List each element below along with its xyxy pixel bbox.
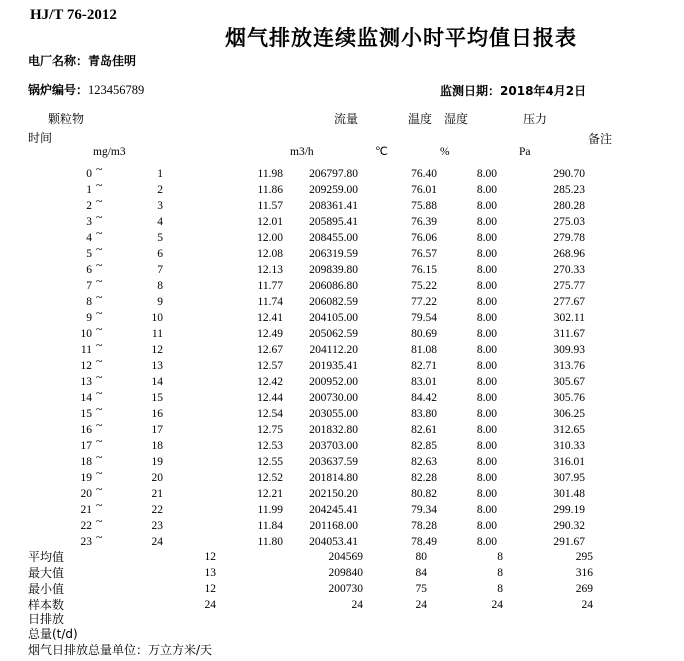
col-header-flow: 流量: [334, 112, 359, 126]
humidity-value: 8.00: [476, 344, 497, 356]
temperature-value: 82.61: [411, 424, 437, 436]
summary-humidity-value: 8: [497, 567, 503, 579]
summary-row: [0, 581, 684, 597]
hour-from-value: 16: [80, 424, 92, 436]
summary-pressure-value: 269: [575, 583, 593, 595]
flow-value: 204245.41: [309, 504, 358, 516]
particulate-value: 12.54: [257, 408, 283, 420]
flow-value: 201814.80: [309, 472, 358, 484]
temperature-value: 76.40: [411, 168, 437, 180]
pressure-value: 301.48: [553, 488, 585, 500]
flow-value: 206319.59: [309, 248, 358, 260]
summary-humidity-value: 8: [497, 551, 503, 563]
col-header-time: 时间: [28, 131, 53, 145]
flow-value: 208455.00: [309, 232, 358, 244]
monitor-date-line: [440, 82, 586, 99]
summary-flow-value: 24: [351, 599, 363, 611]
summary-particulate-value: 24: [204, 599, 216, 611]
flow-value: 206082.59: [309, 296, 358, 308]
summary-pressure-value: 316: [575, 567, 593, 579]
humidity-value: 8.00: [476, 184, 497, 196]
summary-flow-value: 204569: [328, 551, 363, 563]
temperature-value: 83.01: [411, 376, 437, 388]
humidity-value: 8.00: [476, 488, 497, 500]
humidity-value: 8.00: [476, 168, 497, 180]
hour-to-value: 6: [157, 248, 163, 260]
col-header-pressure: 压力: [523, 112, 548, 126]
hour-to-value: 10: [151, 312, 163, 324]
hour-from-value: 12: [80, 360, 92, 372]
flow-value: 204105.00: [309, 312, 358, 324]
hour-from-value: 11: [80, 344, 92, 356]
temperature-value: 80.82: [411, 488, 437, 500]
humidity-value: 8.00: [476, 200, 497, 212]
temperature-value: 76.15: [411, 264, 437, 276]
humidity-value: 8.00: [476, 328, 497, 340]
particulate-value: 12.55: [257, 456, 283, 468]
hour-from-value: 0: [86, 168, 92, 180]
boiler-no-label: 锅炉编号：: [28, 83, 89, 97]
temperature-value: 78.49: [411, 536, 437, 548]
flow-value: 203055.00: [309, 408, 358, 420]
monitor-date-value: 2018年4月2日: [500, 84, 587, 98]
hour-from-value: 1: [86, 184, 92, 196]
flow-value: 202150.20: [309, 488, 358, 500]
humidity-value: 8.00: [476, 408, 497, 420]
plant-name-label: 电厂名称：: [28, 54, 89, 68]
temperature-value: 75.22: [411, 280, 437, 292]
pressure-value: 290.32: [553, 520, 585, 532]
summary-particulate-value: 12: [204, 583, 216, 595]
hour-to-value: 2: [157, 184, 163, 196]
hour-from-value: 20: [80, 488, 92, 500]
particulate-value: 11.98: [257, 168, 283, 180]
summary-flow-value: 209840: [328, 567, 363, 579]
humidity-value: 8.00: [476, 280, 497, 292]
plant-name-line: [28, 52, 136, 69]
hour-to-value: 21: [151, 488, 163, 500]
humidity-value: 8.00: [476, 312, 497, 324]
flow-value: 208361.41: [309, 200, 358, 212]
summary-temperature-value: 24: [415, 599, 427, 611]
daily-emission-label: 日排放: [28, 612, 65, 626]
tilde-separator: ~: [96, 436, 103, 448]
particulate-value: 12.08: [257, 248, 283, 260]
summary-row-label: 平均值: [28, 550, 65, 564]
particulate-value: 12.42: [257, 376, 283, 388]
tilde-separator: ~: [96, 164, 103, 176]
pressure-value: 312.65: [553, 424, 585, 436]
hour-to-value: 11: [151, 328, 163, 340]
hour-from-value: 2: [86, 200, 92, 212]
tilde-separator: ~: [96, 388, 103, 400]
standard-code: HJ/T 76-2012: [30, 7, 117, 23]
temperature-value: 82.63: [411, 456, 437, 468]
summary-humidity-value: 24: [491, 599, 503, 611]
summary-row: [0, 597, 684, 613]
summary-humidity-value: 8: [497, 583, 503, 595]
hour-from-value: 3: [86, 216, 92, 228]
particulate-value: 12.01: [257, 216, 283, 228]
flow-value: 204112.20: [309, 344, 358, 356]
temperature-value: 79.34: [411, 504, 437, 516]
hour-to-value: 9: [157, 296, 163, 308]
humidity-value: 8.00: [476, 296, 497, 308]
temperature-value: 82.28: [411, 472, 437, 484]
flow-value: 203703.00: [309, 440, 358, 452]
particulate-value: 11.84: [257, 520, 283, 532]
hour-to-value: 20: [151, 472, 163, 484]
particulate-value: 11.80: [257, 536, 283, 548]
particulate-value: 12.67: [257, 344, 283, 356]
temperature-value: 80.69: [411, 328, 437, 340]
flow-value: 203637.59: [309, 456, 358, 468]
pressure-value: 316.01: [553, 456, 585, 468]
monitor-date-label: 监测日期：: [440, 84, 501, 98]
temperature-value: 82.85: [411, 440, 437, 452]
hour-from-value: 9: [86, 312, 92, 324]
pressure-value: 270.33: [553, 264, 585, 276]
flow-value: 209259.00: [309, 184, 358, 196]
particulate-value: 12.00: [257, 232, 283, 244]
pressure-value: 290.70: [553, 168, 585, 180]
hour-to-value: 22: [151, 504, 163, 516]
hour-from-value: 21: [80, 504, 92, 516]
tilde-separator: ~: [96, 292, 103, 304]
flow-value: 204053.41: [309, 536, 358, 548]
particulate-value: 12.13: [257, 264, 283, 276]
hour-to-value: 7: [157, 264, 163, 276]
summary-table: [0, 549, 684, 613]
particulate-value: 11.57: [257, 200, 283, 212]
hour-from-value: 22: [80, 520, 92, 532]
tilde-separator: ~: [96, 516, 103, 528]
flow-value: 206086.80: [309, 280, 358, 292]
unit-humidity: %: [440, 146, 450, 158]
emission-unit-note: 烟气日排放总量单位：万立方米/天: [28, 643, 213, 657]
pressure-value: 306.25: [553, 408, 585, 420]
humidity-value: 8.00: [476, 216, 497, 228]
pressure-value: 313.76: [553, 360, 585, 372]
particulate-value: 12.75: [257, 424, 283, 436]
pressure-value: 311.67: [553, 328, 585, 340]
hour-to-value: 23: [151, 520, 163, 532]
tilde-separator: ~: [96, 484, 103, 496]
hour-from-value: 6: [86, 264, 92, 276]
hour-from-value: 10: [80, 328, 92, 340]
flow-value: 201168.00: [309, 520, 358, 532]
humidity-value: 8.00: [476, 248, 497, 260]
particulate-value: 12.44: [257, 392, 283, 404]
tilde-separator: ~: [96, 372, 103, 384]
humidity-value: 8.00: [476, 360, 497, 372]
particulate-value: 12.49: [257, 328, 283, 340]
temperature-value: 76.06: [411, 232, 437, 244]
particulate-value: 11.74: [257, 296, 283, 308]
unit-particulate: mg/m3: [93, 146, 126, 158]
tilde-separator: ~: [96, 356, 103, 368]
summary-row-label: 最小值: [28, 582, 65, 596]
tilde-separator: ~: [96, 452, 103, 464]
particulate-value: 12.53: [257, 440, 283, 452]
hour-from-value: 14: [80, 392, 92, 404]
hour-to-value: 3: [157, 200, 163, 212]
hour-to-value: 19: [151, 456, 163, 468]
total-td-label: 总量(t/d): [28, 627, 78, 641]
hour-from-value: 23: [80, 536, 92, 548]
flow-value: 209839.80: [309, 264, 358, 276]
hour-to-value: 14: [151, 376, 163, 388]
summary-temperature-value: 84: [415, 567, 427, 579]
hour-to-value: 5: [157, 232, 163, 244]
humidity-value: 8.00: [476, 376, 497, 388]
hour-from-value: 13: [80, 376, 92, 388]
humidity-value: 8.00: [476, 504, 497, 516]
humidity-value: 8.00: [476, 440, 497, 452]
temperature-value: 77.22: [411, 296, 437, 308]
flow-value: 206797.80: [309, 168, 358, 180]
summary-particulate-value: 12: [204, 551, 216, 563]
summary-row-label: 最大值: [28, 566, 65, 580]
pressure-value: 305.76: [553, 392, 585, 404]
unit-temperature: ℃: [375, 146, 388, 158]
temperature-value: 82.71: [411, 360, 437, 372]
temperature-value: 76.01: [411, 184, 437, 196]
tilde-separator: ~: [96, 420, 103, 432]
pressure-value: 275.03: [553, 216, 585, 228]
summary-row: [0, 565, 684, 581]
particulate-value: 11.77: [257, 280, 283, 292]
pressure-value: 277.67: [553, 296, 585, 308]
tilde-separator: ~: [96, 244, 103, 256]
hour-from-value: 18: [80, 456, 92, 468]
hour-to-value: 16: [151, 408, 163, 420]
summary-row-label: 样本数: [28, 598, 65, 612]
unit-flow: m3/h: [290, 146, 314, 158]
pressure-value: 291.67: [553, 536, 585, 548]
hour-to-value: 15: [151, 392, 163, 404]
summary-row: [0, 549, 684, 565]
particulate-value: 12.41: [257, 312, 283, 324]
unit-pressure: Pa: [519, 146, 531, 158]
hour-from-value: 7: [86, 280, 92, 292]
pressure-value: 305.67: [553, 376, 585, 388]
flow-value: 205062.59: [309, 328, 358, 340]
tilde-separator: ~: [96, 196, 103, 208]
temperature-value: 79.54: [411, 312, 437, 324]
plant-name-value: 青岛佳明: [88, 54, 137, 68]
temperature-value: 78.28: [411, 520, 437, 532]
humidity-value: 8.00: [476, 536, 497, 548]
humidity-value: 8.00: [476, 424, 497, 436]
summary-temperature-value: 75: [415, 583, 427, 595]
hour-from-value: 8: [86, 296, 92, 308]
tilde-separator: ~: [96, 404, 103, 416]
hour-to-value: 18: [151, 440, 163, 452]
summary-particulate-value: 13: [204, 567, 216, 579]
pressure-value: 268.96: [553, 248, 585, 260]
pressure-value: 299.19: [553, 504, 585, 516]
temperature-value: 75.88: [411, 200, 437, 212]
particulate-value: 12.21: [257, 488, 283, 500]
boiler-no-line: [28, 81, 144, 98]
humidity-value: 8.00: [476, 520, 497, 532]
flow-value: 201935.41: [309, 360, 358, 372]
particulate-value: 12.57: [257, 360, 283, 372]
temperature-value: 76.57: [411, 248, 437, 260]
boiler-no-value: 123456789: [88, 83, 145, 97]
pressure-value: 307.95: [553, 472, 585, 484]
tilde-separator: ~: [96, 500, 103, 512]
pressure-value: 279.78: [553, 232, 585, 244]
summary-pressure-value: 24: [581, 599, 593, 611]
pressure-value: 302.11: [553, 312, 585, 324]
summary-flow-value: 200730: [328, 583, 363, 595]
hour-from-value: 4: [86, 232, 92, 244]
pressure-value: 275.77: [553, 280, 585, 292]
hour-from-value: 15: [80, 408, 92, 420]
humidity-value: 8.00: [476, 456, 497, 468]
pressure-value: 309.93: [553, 344, 585, 356]
hour-to-value: 1: [157, 168, 163, 180]
humidity-value: 8.00: [476, 472, 497, 484]
tilde-separator: ~: [96, 212, 103, 224]
temperature-value: 84.42: [411, 392, 437, 404]
hour-from-value: 5: [86, 248, 92, 260]
tilde-separator: ~: [96, 260, 103, 272]
tilde-separator: ~: [96, 532, 103, 544]
humidity-value: 8.00: [476, 264, 497, 276]
humidity-value: 8.00: [476, 232, 497, 244]
report-title: 烟气排放连续监测小时平均值日报表: [225, 26, 577, 50]
tilde-separator: ~: [96, 468, 103, 480]
tilde-separator: ~: [96, 180, 103, 192]
hour-to-value: 13: [151, 360, 163, 372]
hour-to-value: 17: [151, 424, 163, 436]
tilde-separator: ~: [96, 228, 103, 240]
temperature-value: 81.08: [411, 344, 437, 356]
tilde-separator: ~: [96, 276, 103, 288]
hour-from-value: 19: [80, 472, 92, 484]
particulate-value: 12.52: [257, 472, 283, 484]
summary-temperature-value: 80: [415, 551, 427, 563]
pressure-value: 310.33: [553, 440, 585, 452]
temperature-value: 76.39: [411, 216, 437, 228]
hour-from-value: 17: [80, 440, 92, 452]
summary-pressure-value: 295: [575, 551, 593, 563]
col-header-particulate: 颗粒物: [48, 112, 85, 126]
col-header-humidity: 湿度: [444, 112, 469, 126]
hour-to-value: 24: [151, 536, 163, 548]
flow-value: 200730.00: [309, 392, 358, 404]
particulate-value: 11.86: [257, 184, 283, 196]
pressure-value: 285.23: [553, 184, 585, 196]
col-header-temperature: 温度: [408, 112, 433, 126]
tilde-separator: ~: [96, 324, 103, 336]
hour-to-value: 12: [151, 344, 163, 356]
pressure-value: 280.28: [553, 200, 585, 212]
col-header-remark: 备注: [588, 132, 613, 146]
hour-to-value: 8: [157, 280, 163, 292]
flow-value: 201832.80: [309, 424, 358, 436]
temperature-value: 83.80: [411, 408, 437, 420]
tilde-separator: ~: [96, 308, 103, 320]
table-row: [0, 534, 684, 550]
particulate-value: 11.99: [257, 504, 283, 516]
humidity-value: 8.00: [476, 392, 497, 404]
flow-value: 200952.00: [309, 376, 358, 388]
hourly-data-table: [0, 166, 684, 550]
tilde-separator: ~: [96, 340, 103, 352]
hour-to-value: 4: [157, 216, 163, 228]
flow-value: 205895.41: [309, 216, 358, 228]
